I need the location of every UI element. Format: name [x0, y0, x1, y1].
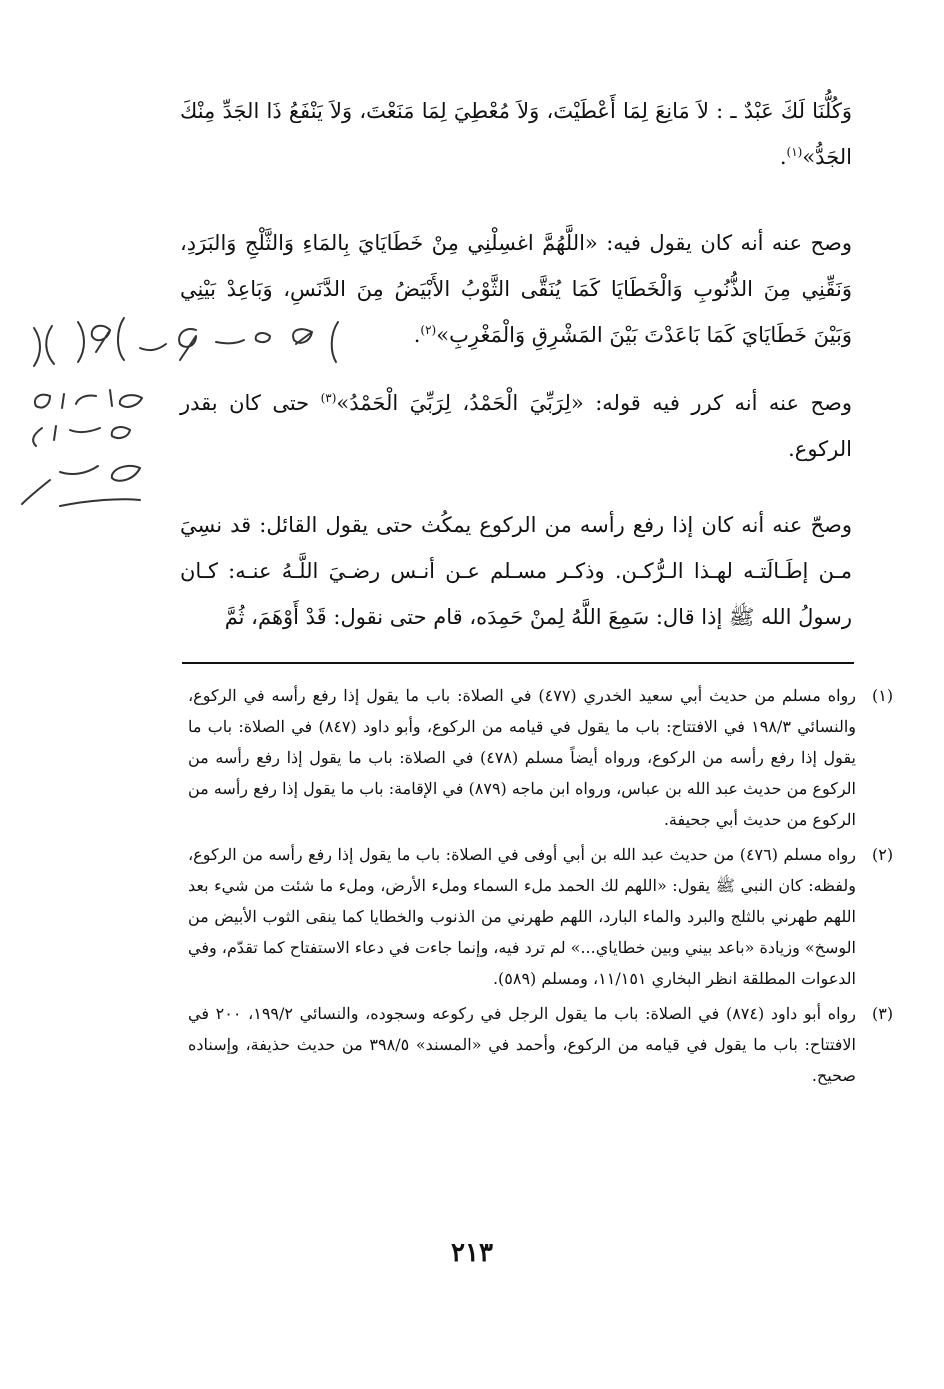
footnote-1	[188, 680, 894, 835]
paragraph-2-text: وصح عنه أنه كان يقول فيه: «اللَّهُمَّ اغسِلْنِي مِنْ خَطَايَايَ بِالمَاءِ وَالثَّلْجِ وَالبَرَدِ، وَنَقِّنِي مِنَ الذُّنُوبِ وَالْخَطَايَا كَمَا يُنَقَّى الثَّوْبُ الأَبْيَضُ مِنَ الدَّنَسِ، وَبَاعِدْ بَيْنِي وَبَيْنَ خَطَايَايَ كَمَا بَاعَدْتَ بَيْنَ المَشْرِقِ وَالْمَغْرِبِ»	[180, 231, 852, 347]
footnote-separator	[182, 662, 854, 664]
footnote-2	[188, 839, 894, 994]
footnote-2-number: (٢)	[872, 845, 894, 864]
paragraph-2-end: .	[413, 323, 421, 347]
footnote-1-text: رواه مسلم من حديث أبي سعيد الخدري (٤٧٧) في الصلاة: باب ما يقول إذا رفع رأسه في الركوع، والنسائي ١٩٨/٣ في الافتتاح: باب ما يقول في قيامه من الركوع، وأبو داود (٨٤٧) في الصلاة: باب ما يقول إذا رفع رأسه من الركوع، ورواه أيضاً مسلم (٤٧٨) في الصلاة: باب ما يقول إذا رفع رأسه من الركوع من حديث عبد الله بن عباس، ورواه ابن ماجه (٨٧٩) في الإقامة: باب ما يقول إذا رفع رأسه من الركوع من حديث أبي جحيفة.	[188, 686, 857, 829]
handwritten-annotation	[0, 300, 360, 540]
paragraph-3-text-a: وصح عنه أنه كرر فيه قوله: «لِرَبِّيَ الْحَمْدُ، لِرَبِّيَ الْحَمْدُ»	[336, 391, 852, 415]
footnote-ref-2[interactable]: (٢)	[420, 323, 437, 337]
footnote-ref-3[interactable]: (٣)	[320, 391, 337, 405]
footnote-3-number: (٣)	[872, 1004, 894, 1023]
footnote-3-text: رواه أبو داود (٨٧٤) في الصلاة: باب ما يقول الرجل في ركوعه وسجوده، والنسائي ١٩٩/٢، ٢٠٠ في الافتتاح: باب ما يقول في قيامه من الركوع، وأحمد في «المسند» ٣٩٨/٥ من حديث حذيفة، وإسناده صحيح.	[188, 1004, 857, 1085]
paragraph-3-text-b: حتى كان بقدر الركوع.	[180, 391, 852, 461]
paragraph-1-text: وَكُلُّنَا لَكَ عَبْدٌ ـ : لاَ مَانِعَ لِمَا أَعْطَيْتَ، وَلاَ مُعْطِيَ لِمَا مَنَعْتَ، وَلاَ يَنْفَعُ ذَا الجَدِّ مِنْكَ الجَدُّ»	[180, 99, 852, 169]
footnotes	[188, 680, 894, 1095]
footnote-2-text: رواه مسلم (٤٧٦) من حديث عبد الله بن أبي أوفى في الصلاة: باب ما يقول إذا رفع رأسه من الركوع، ولفظه: كان النبي ﷺ يقول: «اللهم لك الحمد ملء السماء وملء الأرض، وملء ما شئت من شيء بعد اللهم طهرني بالثلج والبرد والماء البارد، اللهم طهرني من الذنوب والخطايا كما ينقى الثوب الأبيض من الوسخ» وزيادة «باعد بيني وبين خطاياي...» لم ترد فيه، وإنما جاءت في دعاء الاستفتاح كما تقدّم، وفي الدعوات المطلقة انظر البخاري ١١/١٥١، ومسلم (٥٨٩).	[188, 845, 857, 988]
paragraph-1	[180, 88, 852, 180]
footnote-3	[188, 998, 894, 1091]
paragraph-1-end: .	[779, 145, 787, 169]
footnote-ref-1[interactable]: (١)	[786, 145, 803, 159]
footnote-1-number: (١)	[872, 686, 894, 705]
paragraph-4-text: وصحّ عنه أنه كان إذا رفع رأسه من الركوع يمكُث حتى يقول القائل: قد نسِيَ مـن إطَـالَتـه لهـذا الـرُّكـن. وذكـر مسـلم عـن أنـس رضـيَ اللَّـهُ عنـه: كـان رسولُ الله ﷺ إذا قال: سَمِعَ اللَّهُ لِمنْ حَمِدَه، قام حتى نقول: قَدْ أَوْهَمَ، ثُمَّ	[180, 513, 852, 629]
page-number: ٢١٣	[451, 1238, 493, 1268]
